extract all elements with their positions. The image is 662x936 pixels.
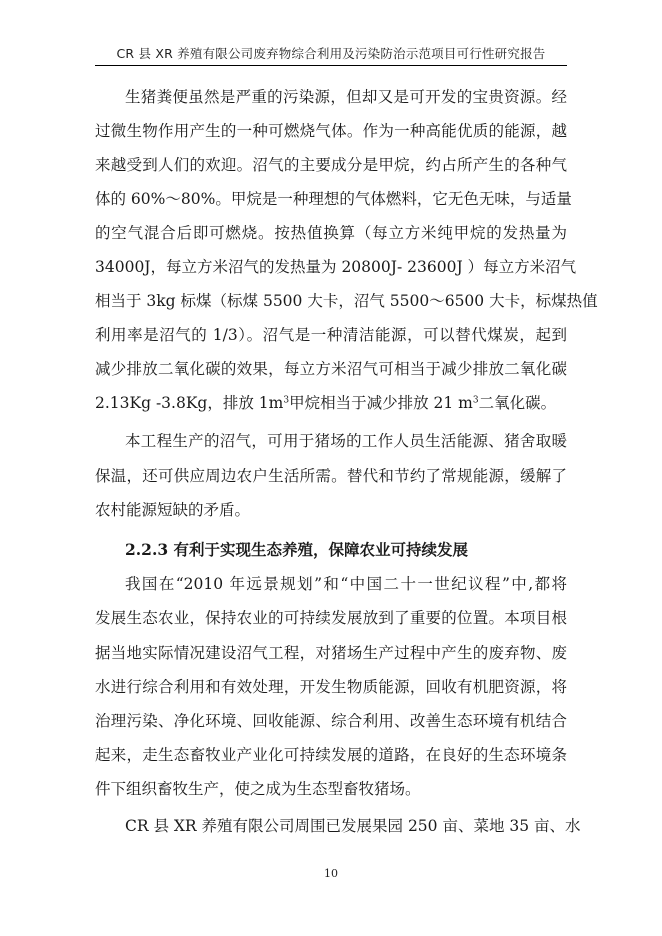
paragraph-line: 起来，走生态畜牧业产业化可持续发展的道路，在良好的生态环境条 xyxy=(95,746,567,764)
paragraph-line: 发展生态农业，保持农业的可持续发展放到了重要的位置。本项目根 xyxy=(95,609,567,627)
paragraph-line: 我国在“2010 年远景规划”和“中国二十一世纪议程”中,都将 xyxy=(125,575,567,593)
paragraph-line: 生猪粪便虽然是严重的污染源，但却又是可开发的宝贵资源。经 xyxy=(125,88,567,106)
paragraph-line: CR 县 XR 养殖有限公司周围已发展果园 250 亩、菜地 35 亩、水 xyxy=(125,817,581,835)
text-run: 甲烷相当于减少排放 21 m xyxy=(289,394,473,412)
paragraph-line: 利用率是沼气的 1/3）。沼气是一种清洁能源，可以替代煤炭，起到 xyxy=(95,326,567,344)
superscript: 3 xyxy=(472,395,479,406)
paragraph-line: 治理污染、净化环境、回收能源、综合利用、改善生态环境有机结合 xyxy=(95,712,567,730)
superscript: 3 xyxy=(283,395,290,406)
paragraph-line: 水进行综合利用和有效处理，开发生物质能源，回收有机肥资源，将 xyxy=(95,678,567,696)
header-rule xyxy=(95,65,567,66)
paragraph-line: 据当地实际情况建设沼气工程，对猪场生产过程中产生的废弃物、废 xyxy=(95,644,567,662)
paragraph-line: 的空气混合后即可燃烧。按热值换算（每立方米纯甲烷的发热量为 xyxy=(95,224,567,242)
paragraph-line: 件下组织畜牧生产，使之成为生态型畜牧猪场。 xyxy=(95,780,421,798)
paragraph-line: 相当于 3kg 标煤（标煤 5500 大卡，沼气 5500～6500 大卡，标煤热值 xyxy=(95,292,598,310)
paragraph-line: 减少排放二氧化碳的效果，每立方米沼气可相当于减少排放二氧化碳 xyxy=(95,360,567,378)
paragraph-line: 过微生物作用产生的一种可燃烧气体。作为一种高能优质的能源，越 xyxy=(95,122,567,140)
paragraph-line: 本工程生产的沼气，可用于猪场的工作人员生活能源、猪舍取暖 xyxy=(125,432,567,450)
text-run: 二氧化碳。 xyxy=(478,394,557,412)
paragraph-line: 34000J，每立方米沼气的发热量为 20800J- 23600J ）每立方米沼气 xyxy=(95,258,577,276)
paragraph-line xyxy=(95,390,567,416)
paragraph-line: 体的 60%～80%。甲烷是一种理想的气体燃料，它无色无味，与适量 xyxy=(95,190,572,208)
text-run: 2.13Kg -3.8Kg，排放 1m xyxy=(95,394,284,412)
page-number: 10 xyxy=(324,867,338,880)
running-header: CR 县 XR 养殖有限公司废弃物综合利用及污染防治示范项目可行性研究报告 xyxy=(116,46,546,61)
paragraph-line: 来越受到人们的欢迎。沼气的主要成分是甲烷，约占所产生的各种气 xyxy=(95,156,567,174)
paragraph-line: 农村能源短缺的矛盾。 xyxy=(95,501,251,519)
paragraph-line: 保温，还可供应周边农户生活所需。替代和节约了常规能源，缓解了 xyxy=(95,467,567,485)
section-heading: 2.2.3 有利于实现生态养殖，保障农业可持续发展 xyxy=(125,540,469,559)
